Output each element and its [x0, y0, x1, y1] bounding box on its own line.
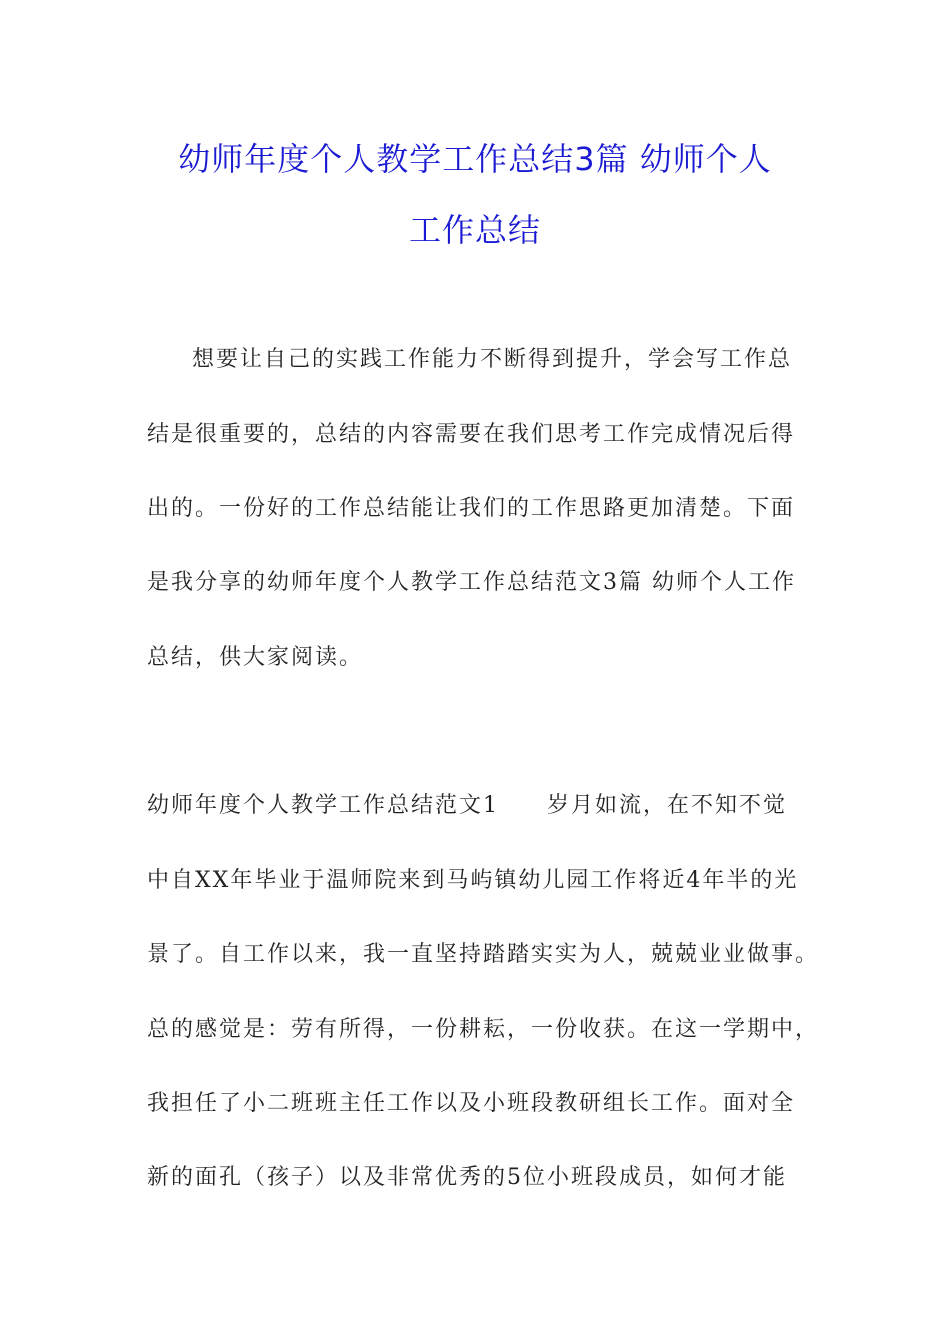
- body-line-3: 景了。自工作以来，我一直坚持踏踏实实为人，兢兢业业做事。: [147, 942, 820, 967]
- intro-line-2: 结是很重要的，总结的内容需要在我们思考工作完成情况后得: [147, 422, 796, 447]
- intro-line-3: 出的。一份好的工作总结能让我们的工作思路更加清楚。下面: [147, 496, 796, 521]
- intro-line-5: 总结，供大家阅读。: [147, 645, 364, 670]
- document-title-line-2: 工作总结: [408, 211, 541, 249]
- intro-line-1: 想要让自己的实践工作能力不断得到提升，学会写工作总: [192, 347, 793, 372]
- body-line-1: 幼师年度个人教学工作总结范文1 岁月如流，在不知不觉: [147, 793, 787, 818]
- document-title-line-1: 幼师年度个人教学工作总结3篇 幼师个人: [178, 140, 772, 178]
- intro-line-4: 是我分享的幼师年度个人教学工作总结范文3篇 幼师个人工作: [147, 570, 796, 595]
- body-line-4: 总的感觉是：劳有所得，一份耕耘，一份收获。在这一学期中，: [147, 1017, 820, 1042]
- body-line-2: 中自XX年毕业于温师院来到马屿镇幼儿园工作将近4年半的光: [147, 868, 799, 893]
- body-line-6: 新的面孔（孩子）以及非常优秀的5位小班段成员，如何才能: [147, 1165, 787, 1190]
- body-line-5: 我担任了小二班班主任工作以及小班段教研组长工作。面对全: [147, 1091, 796, 1116]
